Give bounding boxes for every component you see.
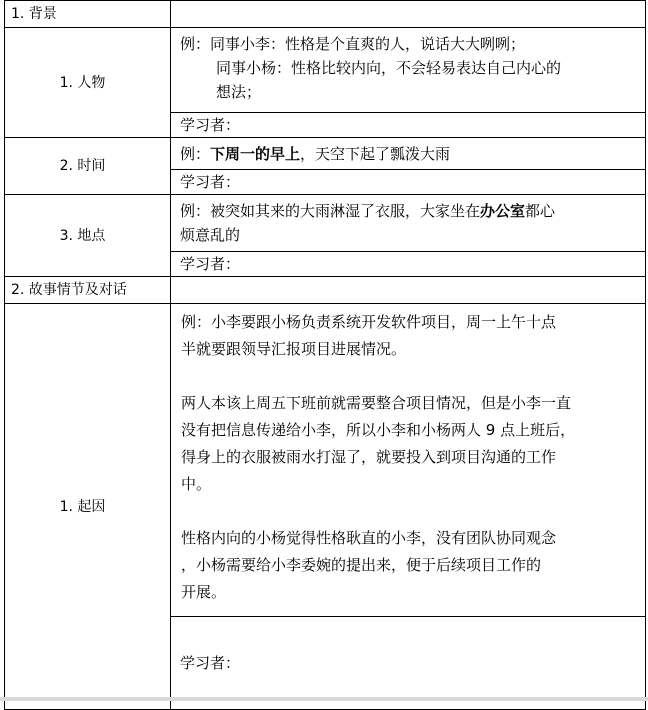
label-time-text: 2. 时间	[59, 158, 106, 174]
label-place	[5, 195, 171, 277]
story-table	[4, 0, 646, 710]
example-person-line-3: 想法；	[216, 83, 262, 101]
example-cause-paragraph-2	[181, 390, 645, 498]
cause-p2-line-3: 得身上的衣服被雨水打湿了，就要投入到项目沟通的工作	[181, 448, 557, 466]
example-place-prefix: 例：被突如其来的大雨淋湿了衣服，大家坐在	[180, 202, 481, 220]
learner-field-place[interactable]: 学习者：	[171, 252, 646, 277]
example-time-bold: 下周一的早上	[210, 145, 301, 163]
section-heading-plot: 2. 故事情节及对话	[5, 277, 171, 304]
example-person-line-2: 同事小杨：性格比较内向，不会轻易表达自己内心的	[216, 59, 562, 77]
cause-p2-line-1: 两人本该上周五下班前就需要整合项目情况，但是小李一直	[181, 394, 572, 412]
row-time	[5, 138, 646, 170]
cause-p3-line-3: 开展。	[181, 583, 227, 601]
row-place	[5, 195, 646, 252]
row-cause	[5, 304, 646, 617]
example-cause-paragraph-3	[181, 525, 645, 606]
label-person	[5, 28, 171, 138]
label-person-text: 1. 人物	[59, 74, 106, 91]
example-place-line-2: 烦意乱的	[180, 226, 241, 244]
page-bottom-edge	[0, 697, 648, 701]
example-person[interactable]	[171, 28, 646, 113]
label-time	[5, 138, 171, 195]
cause-p3-line-1: 性格内向的小杨觉得性格耿直的小李，没有团队协同观念	[181, 529, 557, 547]
learner-field-time[interactable]: 学习者：	[171, 170, 646, 195]
example-time-suffix: ，天空下起了瓢泼大雨	[300, 145, 451, 163]
label-place-text: 3. 地点	[59, 227, 106, 244]
section-empty-cell	[171, 1, 646, 28]
section-row-background	[5, 1, 646, 28]
example-person-line-1: 例：同事小李：性格是个直爽的人，说话大大咧咧；	[180, 35, 526, 53]
learner-field-person[interactable]: 学习者：	[171, 113, 646, 138]
example-cause[interactable]	[171, 304, 646, 617]
example-cause-paragraph-1	[181, 309, 645, 363]
cause-p1-line-1: 例：小李要跟小杨负责系统开发软件项目，周一上午十点	[181, 313, 557, 331]
cause-p3-line-2: ，小杨需要给小李委婉的提出来，便于后续项目工作的	[181, 556, 542, 574]
label-cause	[5, 304, 171, 710]
section-row-plot	[5, 277, 646, 304]
example-place-suffix: 都心	[525, 202, 556, 220]
label-cause-text: 1. 起因	[59, 498, 106, 515]
example-place-bold: 办公室	[480, 202, 526, 220]
cause-p1-line-2: 半就要跟领导汇报项目进展情况。	[181, 340, 407, 358]
cause-p2-line-4: 中。	[181, 475, 212, 493]
learner-field-cause[interactable]: 学习者：	[171, 617, 646, 710]
example-time[interactable]	[171, 138, 646, 170]
cause-p2-line-2: 没有把信息传递给小李，所以小李和小杨两人 9 点上班后，	[181, 421, 576, 439]
example-time-prefix: 例：	[180, 145, 211, 163]
row-person	[5, 28, 646, 113]
example-place[interactable]	[171, 195, 646, 252]
section-empty-cell	[171, 277, 646, 304]
section-heading-background: 1. 背景	[5, 1, 171, 28]
